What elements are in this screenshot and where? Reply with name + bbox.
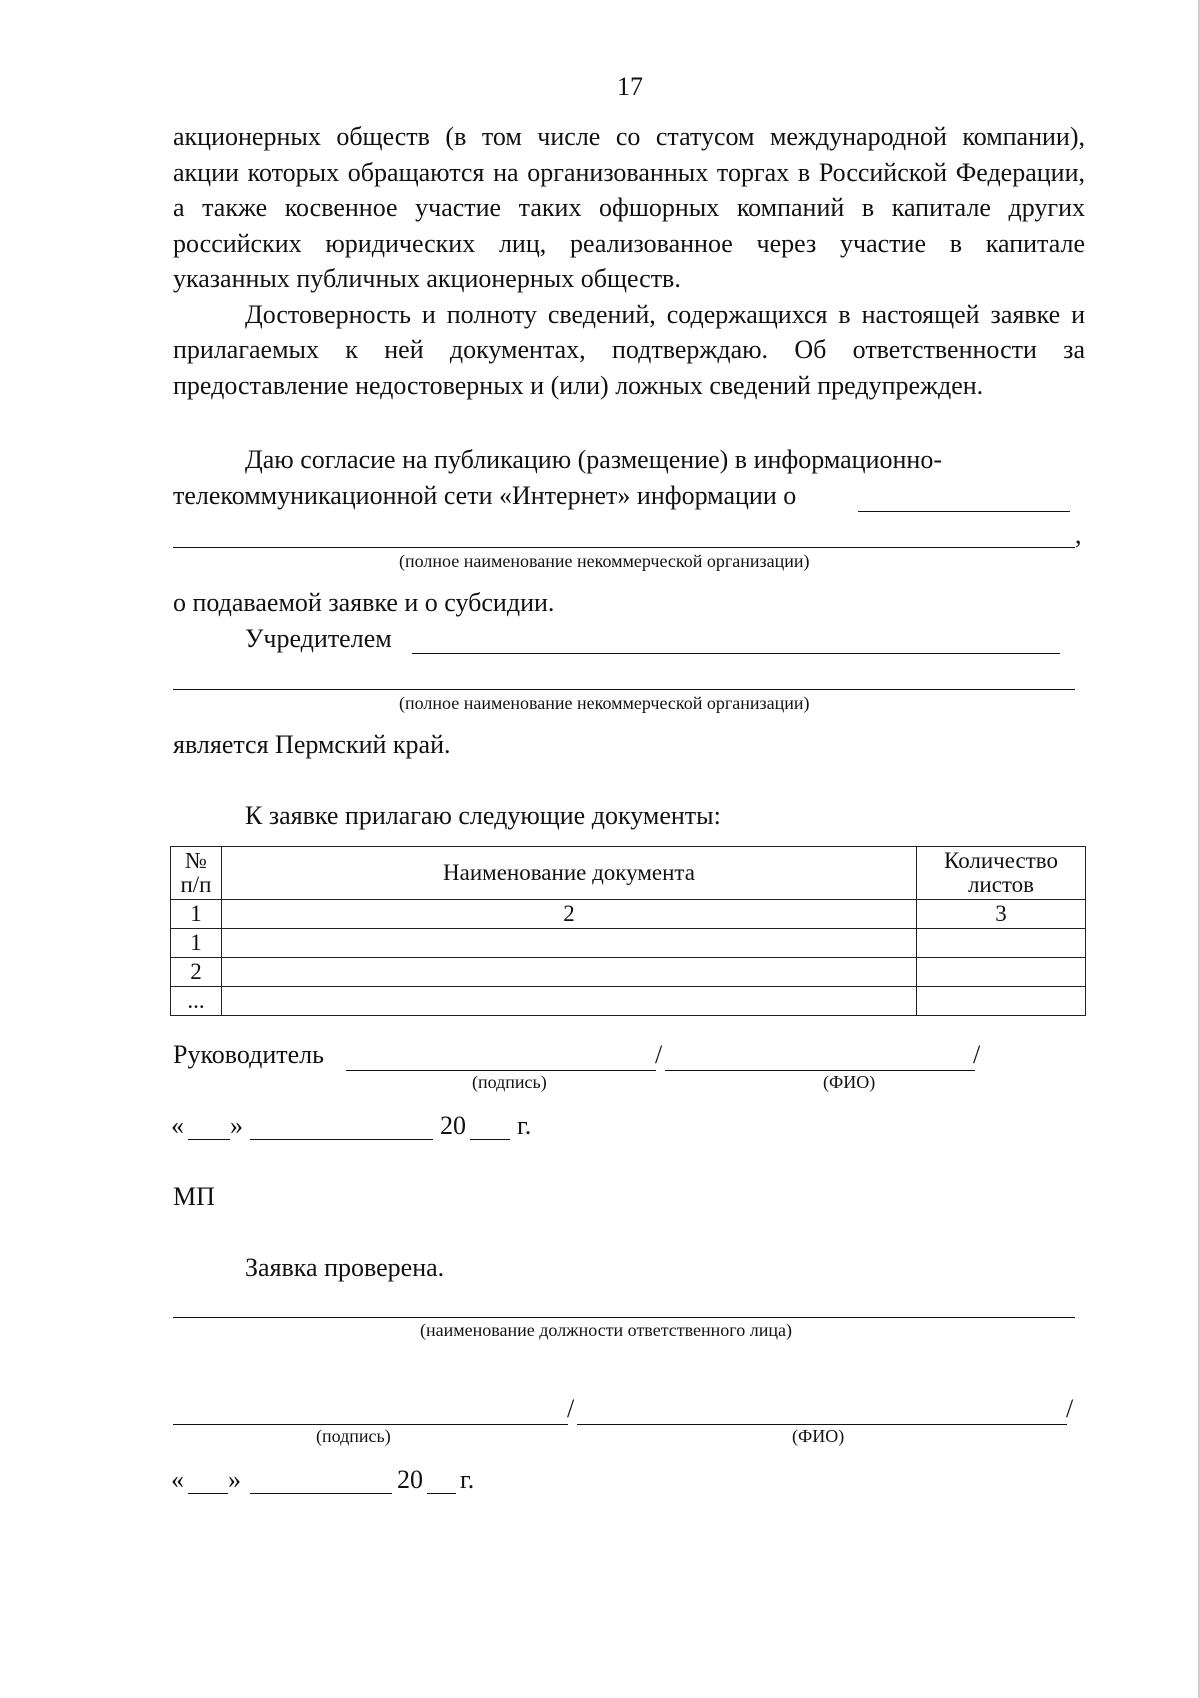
row-count-cell[interactable] [917, 929, 1086, 958]
consent-line-1: Даю согласие на публикацию (размещение) в информационно- [245, 445, 942, 474]
head-date-day-line [188, 1139, 230, 1140]
consent-line-2: телекоммуникационной сети «Интернет» информации о [173, 481, 797, 510]
head-date-year-line [470, 1139, 510, 1140]
head-name-line [665, 1070, 975, 1071]
row-number-cell: 1 [171, 929, 222, 958]
table-row [171, 958, 1086, 987]
numbering-cell: 2 [222, 900, 917, 929]
checked-slash-2: / [1066, 1394, 1074, 1423]
checked-date-close: » [228, 1465, 241, 1494]
checked-slash-1: / [567, 1394, 575, 1423]
numbering-cell: 3 [917, 900, 1086, 929]
checked-date-year-prefix: 20 [397, 1465, 423, 1494]
checked-date-year-suffix: г. [460, 1465, 475, 1494]
head-caption-name: (ФИО) [823, 1072, 876, 1092]
header-number-text: № п/п [180, 848, 212, 897]
documents-table [170, 846, 1086, 1016]
table-row [171, 987, 1086, 1016]
head-date-year-prefix: 20 [440, 1111, 466, 1140]
page-number: 17 [617, 72, 643, 101]
row-document-cell[interactable] [222, 929, 917, 958]
founder-fill-line-2 [173, 689, 1075, 690]
consent-comma: , [1075, 520, 1082, 549]
founder-caption: (полное наименование некоммерческой организации) [399, 693, 810, 713]
documents-heading: К заявке прилагаю следующие документы: [245, 801, 721, 830]
body-text [173, 119, 1085, 403]
head-slash-2: / [973, 1040, 981, 1069]
reliability-paragraph: Достоверность и полноту сведений, содержащихся в настоящей заявке и прилагаемых к ней документах, подтверждаю. Об ответственности за предоставление недостоверных и (или) ложных сведений предупрежден. [173, 299, 1085, 400]
table-numbering-row [171, 900, 1086, 929]
intro-paragraph: акционерных обществ (в том числе со статусом международной компании), акции которых обращаются на организованных торгах в Российской Федерации, а также косвенное участие таких офшорных компаний в капитале других российских юридических лиц, реализованное через участие в капитале указанных публичных акционерных обществ. [173, 122, 1085, 293]
consent-caption: (полное наименование некоммерческой организации) [399, 551, 810, 571]
row-number-cell: 2 [171, 958, 222, 987]
header-sheet-count: Количество листов [917, 847, 1086, 900]
row-document-cell[interactable] [222, 987, 917, 1016]
checked-caption-position: (наименование должности ответственного лица) [420, 1320, 792, 1340]
header-number [171, 847, 222, 900]
head-slash-1: / [655, 1040, 663, 1069]
numbering-cell: 1 [171, 900, 222, 929]
head-signature-line [346, 1070, 656, 1071]
header-document-name: Наименование документа [222, 847, 917, 900]
head-date-close: » [230, 1111, 243, 1140]
checked-caption-name: (ФИО) [792, 1426, 845, 1446]
stamp-label: МП [173, 1182, 215, 1211]
checked-position-line [173, 1317, 1075, 1318]
consent-fill-line-1 [858, 511, 1070, 512]
checked-name-line [577, 1424, 1067, 1425]
head-caption-signature: (подпись) [472, 1072, 547, 1092]
row-count-cell[interactable] [917, 958, 1086, 987]
checked-date-year-line [427, 1493, 456, 1494]
head-date-open: « [171, 1111, 184, 1140]
row-number-cell: ... [171, 987, 222, 1016]
table-header-row [171, 847, 1086, 900]
consent-tail: о подаваемой заявке и о субсидии. [173, 588, 555, 617]
founder-tail: является Пермский край. [173, 730, 451, 759]
checked-date-day-line [188, 1493, 228, 1494]
checked-date-open: « [171, 1465, 184, 1494]
row-count-cell[interactable] [917, 987, 1086, 1016]
table-row [171, 929, 1086, 958]
founder-label: Учредителем [245, 624, 392, 653]
checked-date-month-line [250, 1493, 392, 1494]
founder-fill-line-1 [412, 653, 1060, 654]
checked-label: Заявка проверена. [245, 1253, 445, 1282]
checked-signature-line [173, 1424, 568, 1425]
row-document-cell[interactable] [222, 958, 917, 987]
head-date-month-line [250, 1139, 433, 1140]
head-date-year-suffix: г. [517, 1111, 532, 1140]
consent-fill-line-2 [173, 547, 1075, 548]
checked-caption-signature: (подпись) [316, 1426, 391, 1446]
head-label: Руководитель [173, 1040, 324, 1069]
